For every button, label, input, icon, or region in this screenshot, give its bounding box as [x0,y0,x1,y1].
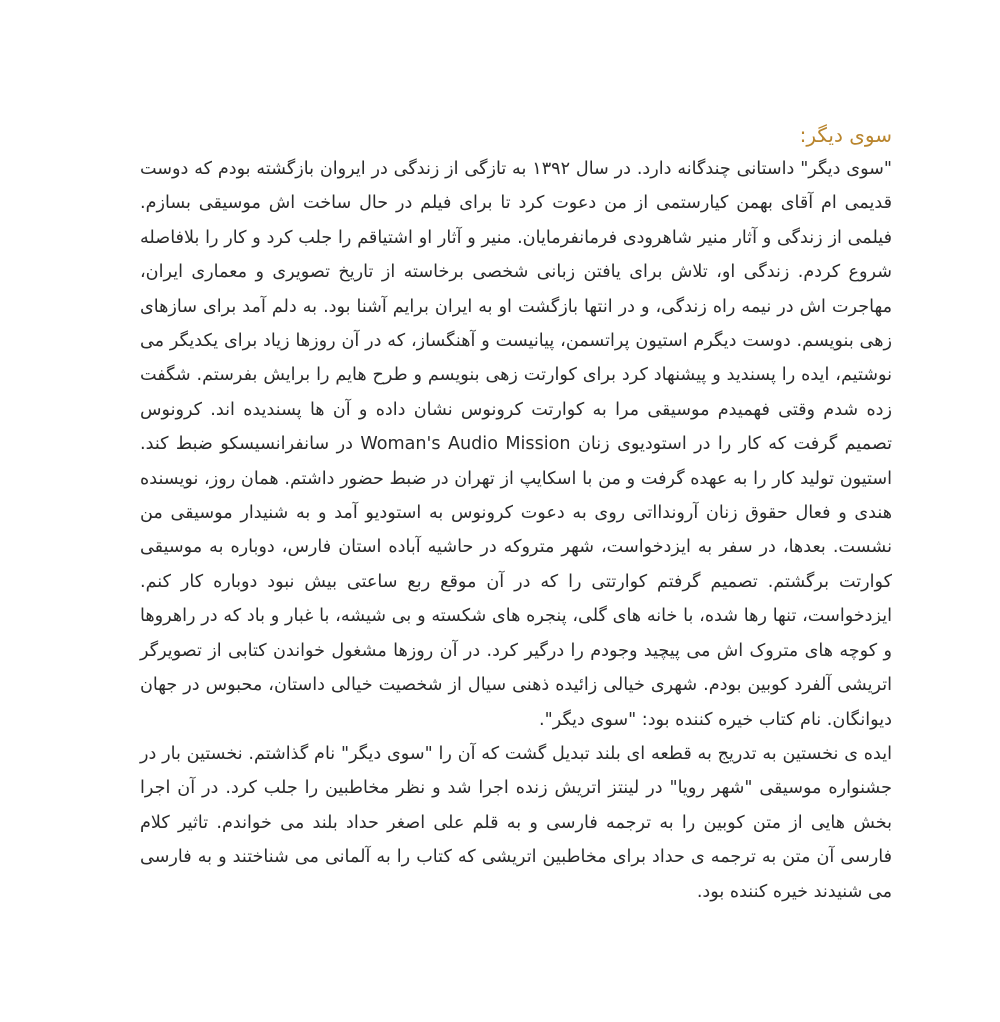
paragraph-1-english-name: Woman's Audio Mission [360,434,571,455]
paragraph-1-text-a: "سوی دیگر" داستانی چندگانه دارد. در سال ۱۳۹۲ به تازگی از زندگی در ایروان بازگشته بودم که دوست قدیمی ام آقای بهمن کیارستمی از من دعوت کرد تا برای فیلم در حال ساخت اش موسیقی بسازم. فیلمی از زندگی و آثار منیر شاهرودی فرمانفرمایان. منیر و آثار او اشتیاقم را جلب کرد و کار را بلافاصله شروع کردم. زندگی او، تلاش برای یافتن زبانی شخصی برخاسته از تاریخ تصویری و معماری ایران، مهاجرت اش در نیمه راه زندگی، و در انتها بازگشت او به ایران برایم آشنا بود. به دلم آمد برای سازهای زهی بنویسم. دوست دیگرم استیون پراتسمن، پیانیست و آهنگساز، که در آن روزها زیاد برای یکدیگر می نوشتیم، ایده را پسندید و پیشنهاد کرد برای کوارتت زهی بنویسم و طرح هایم را برایش بفرستم. شگفت زده شدم وقتی فهمیدم موسیقی مرا به کوارتت کرونوس نشان داده و آن ها پسندیده اند. کرونوس تصمیم گرفت که کار را در استودیوی زنان [140,159,893,455]
paragraph-1 [140,152,892,737]
document-page [140,118,892,909]
section-heading: سوی دیگر: [799,123,892,147]
paragraph-2: ایده ی نخستین به تدریج به قطعه ای بلند تبدیل گشت که آن را "سوی دیگر" نام گذاشتم. نخستین بار در جشنواره موسیقی "شهر رویا" در لینتز اتریش زنده اجرا شد و نظر مخاطبین را جلب کرد. در آن اجرا بخش هایی از متن کوبین را به ترجمه فارسی و به قلم علی اصغر حداد بلند می خواندم. تاثیر کلام فارسی آن متن به ترجمه ی حداد برای مخاطبین اتریشی که کتاب را به آلمانی می شناختند و به فارسی می شنیدند خیره کننده بود. [140,743,892,902]
paragraph-1-text-b: در سانفرانسیسکو ضبط کند. استیون تولید کار را به عهده گرفت و من با اسکایپ از تهران در ضبط حضور داشتم. همان روز، نویسنده هندی و فعال حقوق زنان آروندااتی روی به دعوت کرونوس به استودیو آمد و به شنیدار موسیقی من نشست. بعدها، در سفر به ایزدخواست، شهر متروکه در حاشیه آباده استان فارس، دوباره به موسیقی کوارتت برگشتم. تصمیم گرفتم کوارتتی را که در آن موقع ربع ساعتی بیش نبود دوباره کار کنم. ایزدخواست، تنها رها شده، با خانه های گلی، پنجره های شکسته و بی شیشه، با غبار و باد که در راهروها و کوچه های متروک اش می پیچید وجودم را درگیر کرد. در آن روزها مشغول خواندن کتابی از تصویرگر اتریشی آلفرد کوبین بودم. شهری خیالی زائیده ذهنی سیال از شخصیت خیالی داستان، محبوس در جهان دیوانگان. نام کتاب خیره کننده بود: "سوی دیگر". [140,434,892,730]
